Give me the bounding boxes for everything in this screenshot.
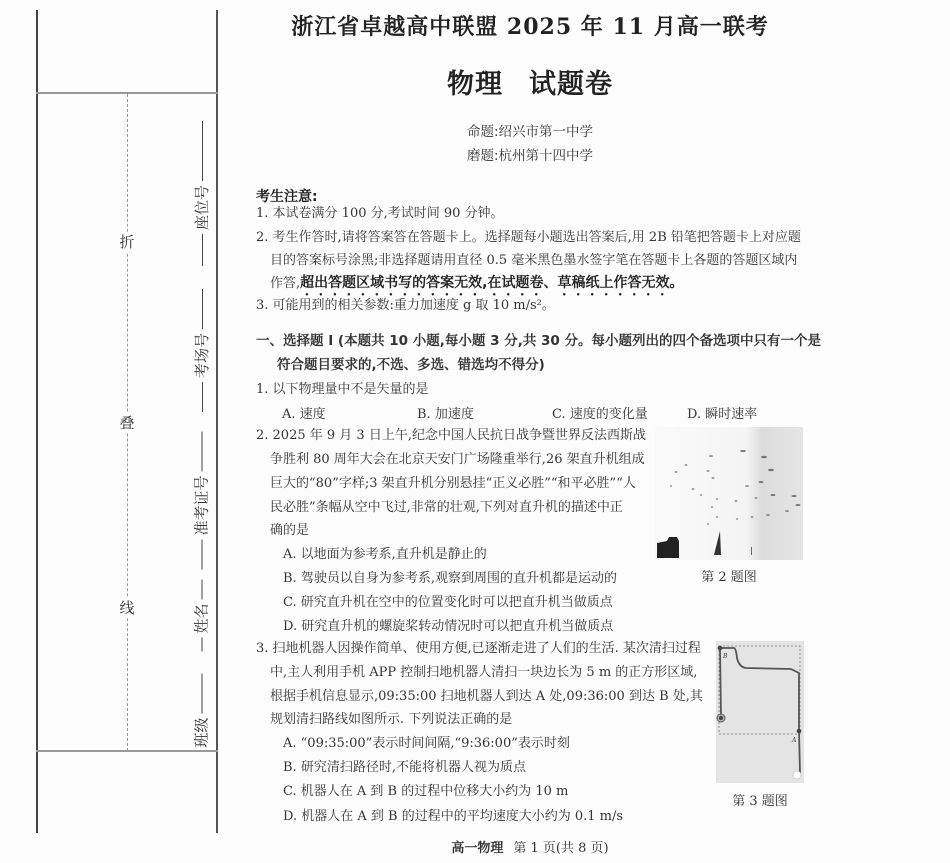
option-d[interactable]: D. 机器人在 A 到 B 的过程中的平均速度大小约为 0.1 m/s <box>283 809 624 824</box>
question-2-stem: 巨大的“80”字样;3 架直升机分别悬挂“正义必胜”“和平必胜”“人 <box>270 476 636 491</box>
figure-3-caption: 第 3 题图 <box>732 794 788 809</box>
class-field[interactable] <box>187 670 215 750</box>
paper-type: 试题卷 <box>529 69 613 100</box>
question-3-stem: 规划清扫路线如图所示. 下列说法正确的是 <box>270 712 513 727</box>
option-b[interactable]: B. 研究清扫路径时,不能将机器人视为质点 <box>283 760 526 775</box>
question-1-stem: 1. 以下物理量中不是矢量的是 <box>256 382 429 397</box>
notice-text: 作答, <box>270 276 301 291</box>
question-3-stem: 3. 扫地机器人因操作简单、使用方便,已逐渐走进了人们的生活. 某次清扫过程 <box>256 641 701 656</box>
point-b-label: B <box>723 653 728 660</box>
option-c[interactable]: C. 研究直升机在空中的位置变化时可以把直升机当做质点 <box>283 595 613 610</box>
cleaning-path-diagram <box>716 641 804 783</box>
author-line: 命题:绍兴市第一中学 <box>466 124 594 140</box>
option-d[interactable]: D. 瞬时速率 <box>687 407 758 422</box>
notice-heading: 考生注意: <box>256 189 318 205</box>
fold-char: 折 <box>117 232 137 252</box>
section-heading: 一、选择题 Ⅰ (本题共 10 小题,每小题 3 分,共 30 分。每小题列出的四个备选项中只有一个是 <box>256 333 822 349</box>
subject-name: 物理 <box>447 69 503 100</box>
option-d[interactable]: D. 研究直升机的螺旋桨转动情况时可以把直升机当做质点 <box>283 619 614 634</box>
figure-2-caption: 第 2 题图 <box>701 570 757 585</box>
option-b[interactable]: B. 驾驶员以自身为参考系,观察到周围的直升机都是运动的 <box>283 571 617 586</box>
question-2-stem: 争胜利 80 周年大会在北京天安门广场隆重举行,26 架直升机组成 <box>270 452 645 467</box>
fold-char: 叠 <box>117 413 137 433</box>
figure-3-cleaning-path <box>716 641 804 783</box>
question-2-stem: 2. 2025 年 9 月 3 日上午,纪念中国人民抗日战争暨世界反法西斯战 <box>256 428 646 443</box>
notice-item: 1. 本试卷满分 100 分,考试时间 90 分钟。 <box>256 206 504 221</box>
field-label: 姓名 <box>192 602 211 634</box>
exam-title: 浙江省卓越高中联盟 2025 年 11 月高一联考 <box>291 14 769 40</box>
question-3-stem: 根据手机信息显示,09:35:00 扫地机器人到达 A 处,09:36:00 到达 B 处,其 <box>270 689 703 704</box>
field-label: 考场号 <box>192 332 211 378</box>
helicopter-formation-image <box>655 427 803 560</box>
reviewer-line: 磨题:杭州第十四中学 <box>466 148 594 164</box>
question-2-stem: 确的是 <box>270 523 310 538</box>
notice-item: 目的答案标号涂黑;非选择题请用直径 0.5 毫米黑色墨水签字笔在答题卡上各题的答题区域内 <box>270 253 798 268</box>
field-label: 班级 <box>192 716 211 748</box>
footer-subject: 高一物理 <box>451 841 504 856</box>
question-3-stem: 中,主人利用手机 APP 控制扫地机器人清扫一块边长为 5 m 的正方形区域, <box>270 665 698 680</box>
question-2-stem: 民必胜”条幅从空中飞过,非常的壮观,下列对直升机的描述中正 <box>270 500 623 515</box>
field-label: 座位号 <box>192 184 211 230</box>
page-footer <box>230 837 830 856</box>
field-label: 准考证号 <box>192 474 211 536</box>
exam-room-field[interactable] <box>187 280 215 420</box>
paper-subtitle <box>230 62 830 101</box>
point-a-label: A <box>792 737 797 744</box>
option-c[interactable]: C. 速度的变化量 <box>552 407 648 422</box>
notice-item <box>270 274 683 299</box>
admission-number-field[interactable] <box>187 420 215 580</box>
notice-item: 3. 可能用到的相关参数:重力加速度 g 取 10 m/s²。 <box>256 298 555 313</box>
option-a[interactable]: A. “09:35:00”表示时间间隔,“9:36:00”表示时刻 <box>283 736 570 751</box>
notice-emphasis: 超出答题区域书写的答案无效,在试题卷、草稿纸上作答无效。 <box>300 275 684 291</box>
notice-item: 2. 考生作答时,请将答案答在答题卡上。选择题每小题选出答案后,用 2B 铅笔把答题卡上对应题 <box>256 230 801 245</box>
fold-char: 线 <box>117 598 137 618</box>
option-c[interactable]: C. 机器人在 A 到 B 的过程中位移大小约为 10 m <box>283 784 569 799</box>
section-heading-cont: 符合题目要求的,不选、多选、错选均不得分) <box>277 357 545 373</box>
seat-number-field[interactable] <box>187 108 215 278</box>
option-a[interactable]: A. 以地面为参考系,直升机是静止的 <box>283 547 487 562</box>
option-a[interactable]: A. 速度 <box>282 407 326 422</box>
page-number: 第 1 页(共 8 页) <box>513 841 609 856</box>
option-b[interactable]: B. 加速度 <box>417 407 474 422</box>
figure-2-helicopter-photo <box>655 427 803 560</box>
name-field[interactable] <box>187 575 215 655</box>
